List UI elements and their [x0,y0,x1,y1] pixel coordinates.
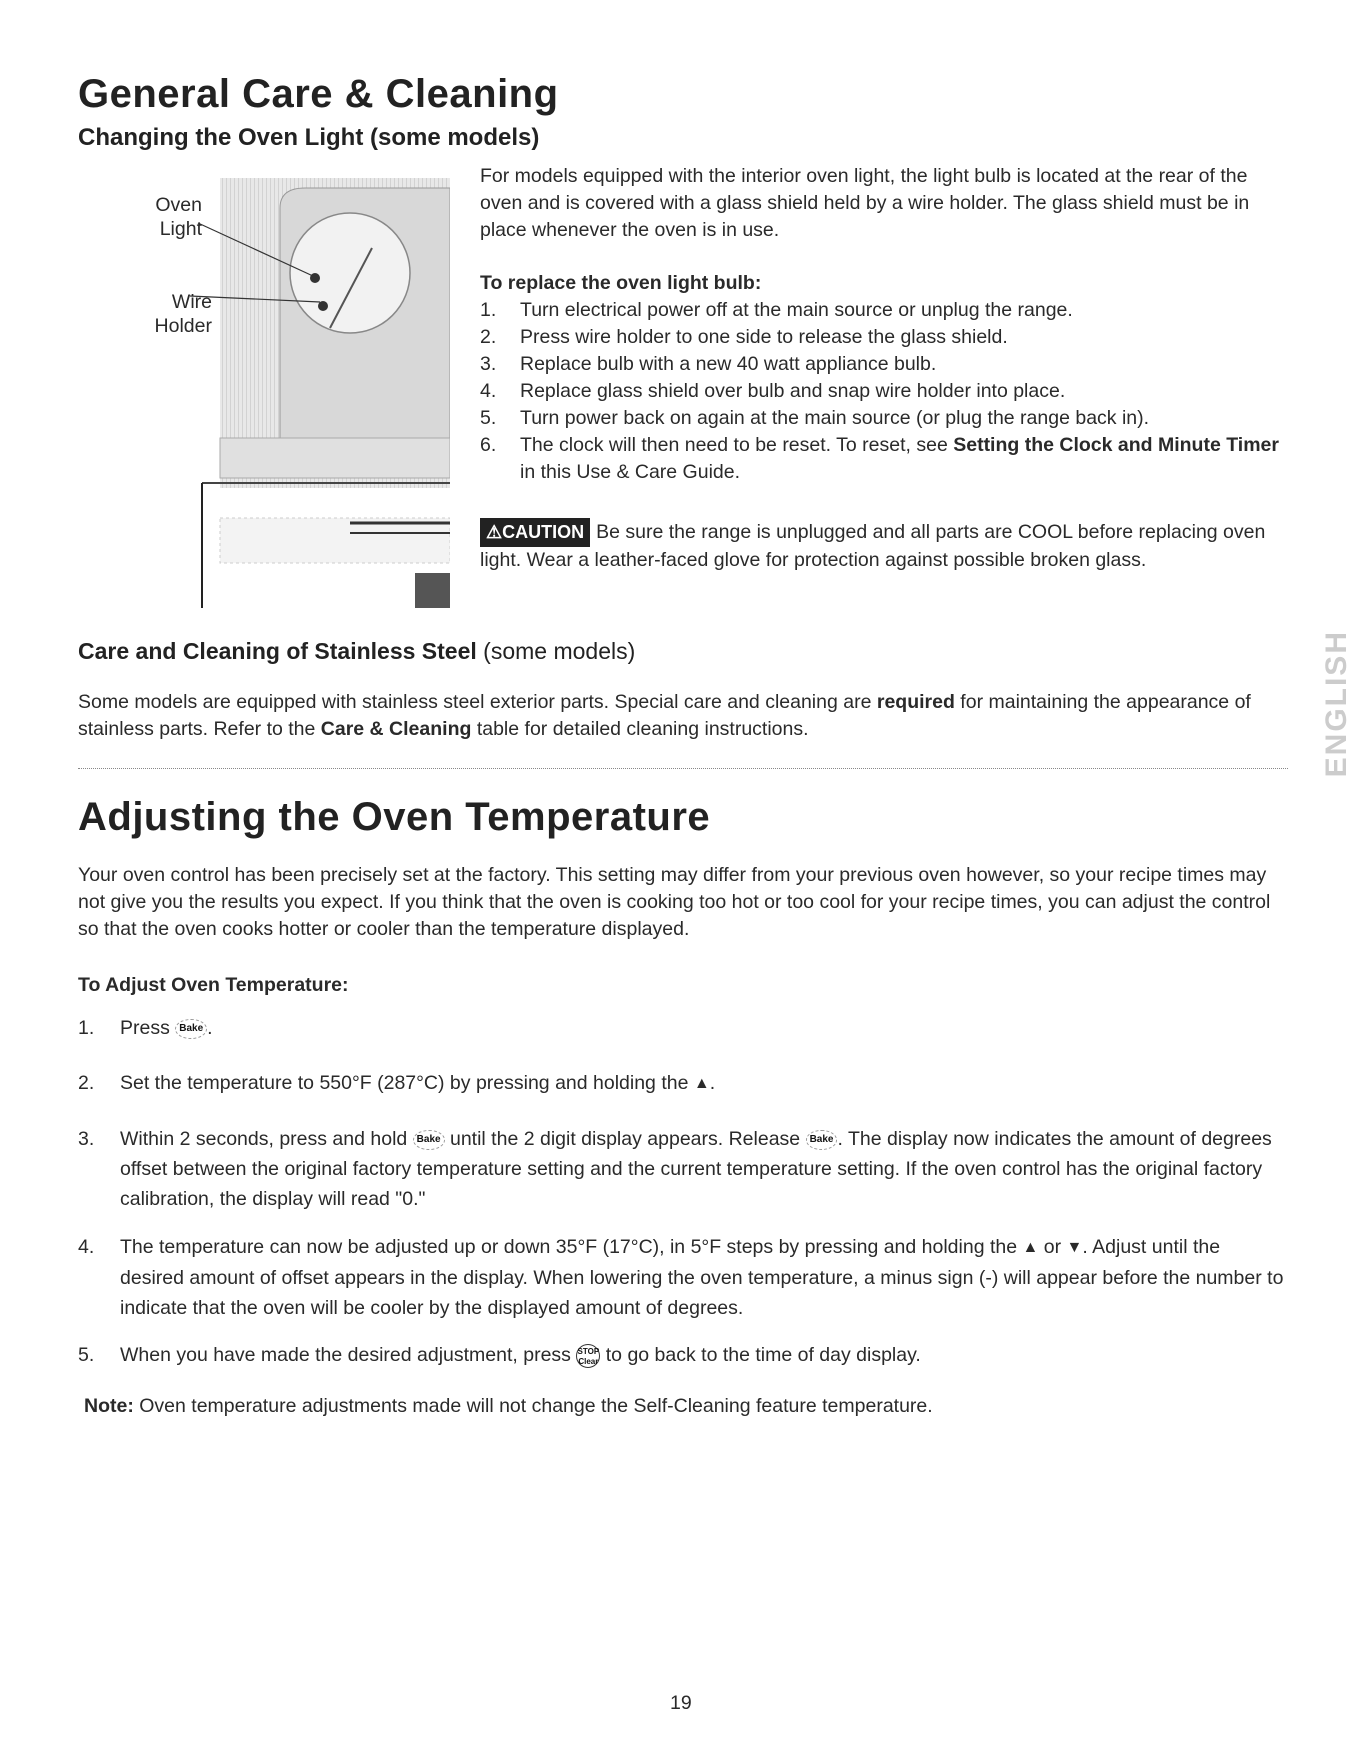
page-title: General Care & Cleaning [78,72,559,116]
replace-bulb-heading: To replace the oven light bulb: [480,272,762,294]
oven-interior-illustration [130,178,450,608]
caution-badge: ⚠CAUTION [480,518,590,547]
adjust-step-1: 1. Press Bake . [78,1017,213,1039]
adjust-step-4: 4. The temperature can now be adjusted up or down 35°F (17°C), in 5°F steps by pressing and holding the ▲ or ▼. Adjust until the desired amount of offset appears in the display. When lowering the oven temperature, a minus sign (-) will appear before the number to indicate that the oven will be cooler by the displayed amount of degrees. [78,1232,1288,1323]
adjust-title: Adjusting the Oven Temperature [78,795,711,839]
adjust-note: Note: Oven temperature adjustments made will not change the Self-Cleaning feature temperature. [84,1395,933,1417]
stainless-paragraph: Some models are equipped with stainless steel exterior parts. Special care and cleaning are required for maintaining the appearance of stainless parts. Refer to the Care & Cleaning table for detailed cleaning instructions. [78,691,1251,740]
down-arrow-icon: ▼ [1066,1238,1083,1256]
oven-light-figure [130,178,450,608]
bake-button-icon: Bake [413,1130,445,1150]
up-arrow-icon: ▲ [693,1075,710,1093]
bake-button-icon: Bake [175,1019,207,1039]
clock-guide-reference: Setting the Clock and Minute Timer [953,434,1279,456]
page-number: 19 [670,1692,692,1714]
caution-notice: ⚠CAUTION Be sure the range is unplugged and all parts are COOL before replacing oven light. Wear a leather-faced glove for protection against possible broken glass. [480,518,1280,574]
adjust-step-5: 5. When you have made the desired adjustment, press STOP Clear to go back to the time of day display. [78,1344,921,1366]
adjust-intro: Your oven control has been precisely set at the factory. This setting may differ from your previous oven however, so your recipe times may not give you the results you expect. If you think that the oven is cooking too hot or too cool for your recipe times, you can adjust the control so that the oven cooks hotter or cooler than the temperature displayed. [78,864,1271,940]
list-item: 4. Replace glass shield over bulb and snap wire holder into place. [480,380,1066,402]
bake-button-icon: Bake [806,1130,838,1150]
label-oven-light: Oven Light [155,194,202,240]
adjust-step-3: 3. Within 2 seconds, press and hold Bake until the 2 digit display appears. Release Bake . The display now indicates the amount of degrees offset between the original factory temperature setting and the current temperature setting. If the oven control has the original factory calibration, the display will read "0." [78,1128,1272,1210]
list-item: 3. Replace bulb with a new 40 watt appliance bulb. [480,353,937,375]
adjust-step-2: 2. Set the temperature to 550°F (287°C) by pressing and holding the ▲. [78,1070,1288,1097]
list-item: 1. Turn electrical power off at the main source or unplug the range. [480,299,1073,321]
label-wire-holder: Wire Holder [154,291,212,337]
stainless-heading: Care and Cleaning of Stainless Steel (some models) [78,638,636,664]
list-item: 6. The clock will then need to be reset. To reset, see Setting the Clock and Minute Timer in this Use & Care Guide. [480,434,1279,483]
section-divider [78,768,1288,769]
list-item: 5. Turn power back on again at the main source (or plug the range back in). [480,407,1150,429]
replace-bulb-steps [480,297,1280,486]
oven-light-intro: For models equipped with the interior oven light, the light bulb is located at the rear of the oven and is covered with a glass shield held by a wire holder. The glass shield must be in place whenever the oven is in use. [480,165,1250,241]
stop-clear-button-icon: STOP Clear [576,1344,600,1368]
side-tab-language: ENGLISH [1320,630,1353,778]
warning-icon: ⚠ [486,522,503,542]
list-item: 2. Press wire holder to one side to release the glass shield. [480,326,1008,348]
up-arrow-icon: ▲ [1022,1238,1039,1256]
section-title-oven-light: Changing the Oven Light (some models) [78,124,540,151]
adjust-steps-heading: To Adjust Oven Temperature: [78,974,349,996]
